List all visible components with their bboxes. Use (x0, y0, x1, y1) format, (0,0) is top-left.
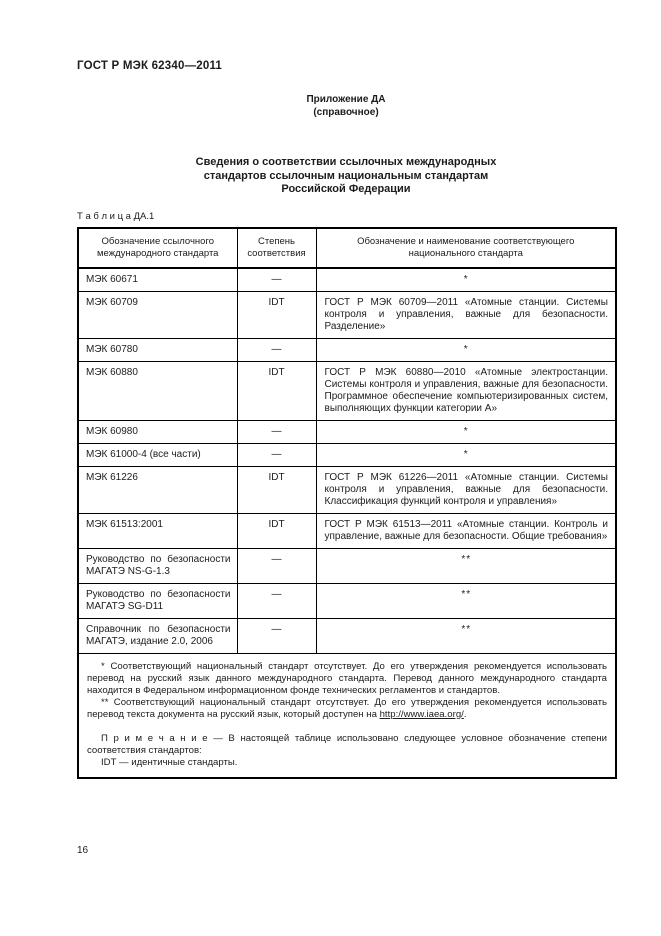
degree-cell: — (237, 583, 316, 618)
note-text: П р и м е ч а н и е — В настоящей таблице использовано следующее условное обозначение степени соответствия стандартов: (87, 732, 607, 756)
table-row (78, 466, 616, 513)
table-row (78, 618, 616, 653)
national-standard-cell: ГОСТ Р МЭК 61513—2011 «Атомные станции. Контроль и управление, важные для безопасности. Общие требования» (316, 513, 616, 548)
table-row (78, 513, 616, 548)
table-row (78, 291, 616, 338)
ref-standard-cell: Руководство по безопасности МАГАТЭ SG-D11 (78, 583, 237, 618)
ref-standard-cell: МЭК 60671 (78, 268, 237, 292)
degree-cell: — (237, 268, 316, 292)
ref-standard-cell: Руководство по безопасности МАГАТЭ NS-G-1.3 (78, 548, 237, 583)
degree-cell: IDT (237, 513, 316, 548)
appendix-heading (77, 94, 615, 119)
note-item-idt: IDT — идентичные стандарты. (101, 756, 238, 768)
table-footer (78, 653, 616, 778)
degree-cell: — (237, 618, 316, 653)
ref-standard-cell: МЭК 61226 (78, 466, 237, 513)
column-header-degree: Степень соответствия (237, 228, 316, 268)
table-row (78, 338, 616, 361)
national-standard-cell: ** (316, 583, 616, 618)
degree-cell: IDT (237, 466, 316, 513)
degree-cell: — (237, 548, 316, 583)
section-title-line-3: Российской Федерации (281, 183, 411, 195)
table-row (78, 583, 616, 618)
section-title-line-1: Сведения о соответствии ссылочных международных (195, 156, 497, 168)
page-content (77, 0, 615, 779)
standards-correspondence-table (77, 227, 617, 779)
table-row (78, 361, 616, 420)
national-standard-cell: * (316, 443, 616, 466)
footnotes-cell (78, 653, 616, 778)
national-standard-cell: * (316, 268, 616, 292)
table-body (78, 268, 616, 654)
table-header-row (78, 228, 616, 268)
table-row (78, 420, 616, 443)
ref-standard-cell: МЭК 61513:2001 (78, 513, 237, 548)
table-header (78, 228, 616, 268)
column-header-national-standard: Обозначение и наименование соответствующего национального стандарта (316, 228, 616, 268)
ref-standard-cell: МЭК 61000-4 (все части) (78, 443, 237, 466)
table-row (78, 443, 616, 466)
section-title (77, 156, 615, 197)
ref-standard-cell: МЭК 60880 (78, 361, 237, 420)
column-header-reference-standard: Обозначение ссылочного международного стандарта (78, 228, 237, 268)
table-row (78, 548, 616, 583)
ref-standard-cell: МЭК 60780 (78, 338, 237, 361)
ref-standard-cell: МЭК 60980 (78, 420, 237, 443)
page-number: 16 (77, 845, 89, 856)
footnotes-row (78, 653, 616, 778)
appendix-title: Приложение ДА (306, 94, 386, 105)
national-standard-cell: ГОСТ Р МЭК 60880—2010 «Атомные электростанции. Системы контроля и управления, важные для безопасности. Программное обеспечение компьютеризированных систем, выполняющих функции категории А» (316, 361, 616, 420)
footnote-double-star-text: ** Соответствующий национальный стандарт отсутствует. До его утверждения рекомендуется использовать перевод текста документа на русский язык, который доступен на (87, 696, 607, 720)
doc-header: ГОСТ Р МЭК 62340—2011 (77, 60, 223, 72)
national-standard-cell: ГОСТ Р МЭК 60709—2011 «Атомные станции. Системы контроля и управления, важные для безопасности. Разделение» (316, 291, 616, 338)
national-standard-cell: ** (316, 618, 616, 653)
national-standard-cell: ГОСТ Р МЭК 61226—2011 «Атомные станции. Системы контроля и управления, важные для безопасности. Классификация функций контроля и управления» (316, 466, 616, 513)
footnote-single-star: * Соответствующий национальный стандарт отсутствует. До его утверждения рекомендуется использовать перевод на русский язык данного международного стандарта. Перевод данного международного стандарта находится в Федеральном информационном фонде технических регламентов и стандартов. (87, 660, 607, 696)
ref-standard-cell: МЭК 60709 (78, 291, 237, 338)
table-label: Т а б л и ц а ДА.1 (77, 210, 155, 222)
footnote-double-star (87, 697, 607, 721)
national-standard-cell: * (316, 338, 616, 361)
ref-standard-cell: Справочник по безопасности МАГАТЭ, издание 2.0, 2006 (78, 618, 237, 653)
note-block (87, 733, 607, 769)
iaea-link[interactable]: http://www.iaea.org/ (379, 708, 464, 720)
degree-cell: — (237, 443, 316, 466)
degree-cell: IDT (237, 361, 316, 420)
national-standard-cell: * (316, 420, 616, 443)
footnote-double-star-suffix: . (463, 708, 467, 720)
degree-cell: IDT (237, 291, 316, 338)
section-title-line-2: стандартов ссылочным национальным стандартам (203, 169, 489, 182)
table-row (78, 268, 616, 292)
appendix-subtitle: (справочное) (313, 106, 379, 118)
degree-cell: — (237, 338, 316, 361)
national-standard-cell: ** (316, 548, 616, 583)
degree-cell: — (237, 420, 316, 443)
